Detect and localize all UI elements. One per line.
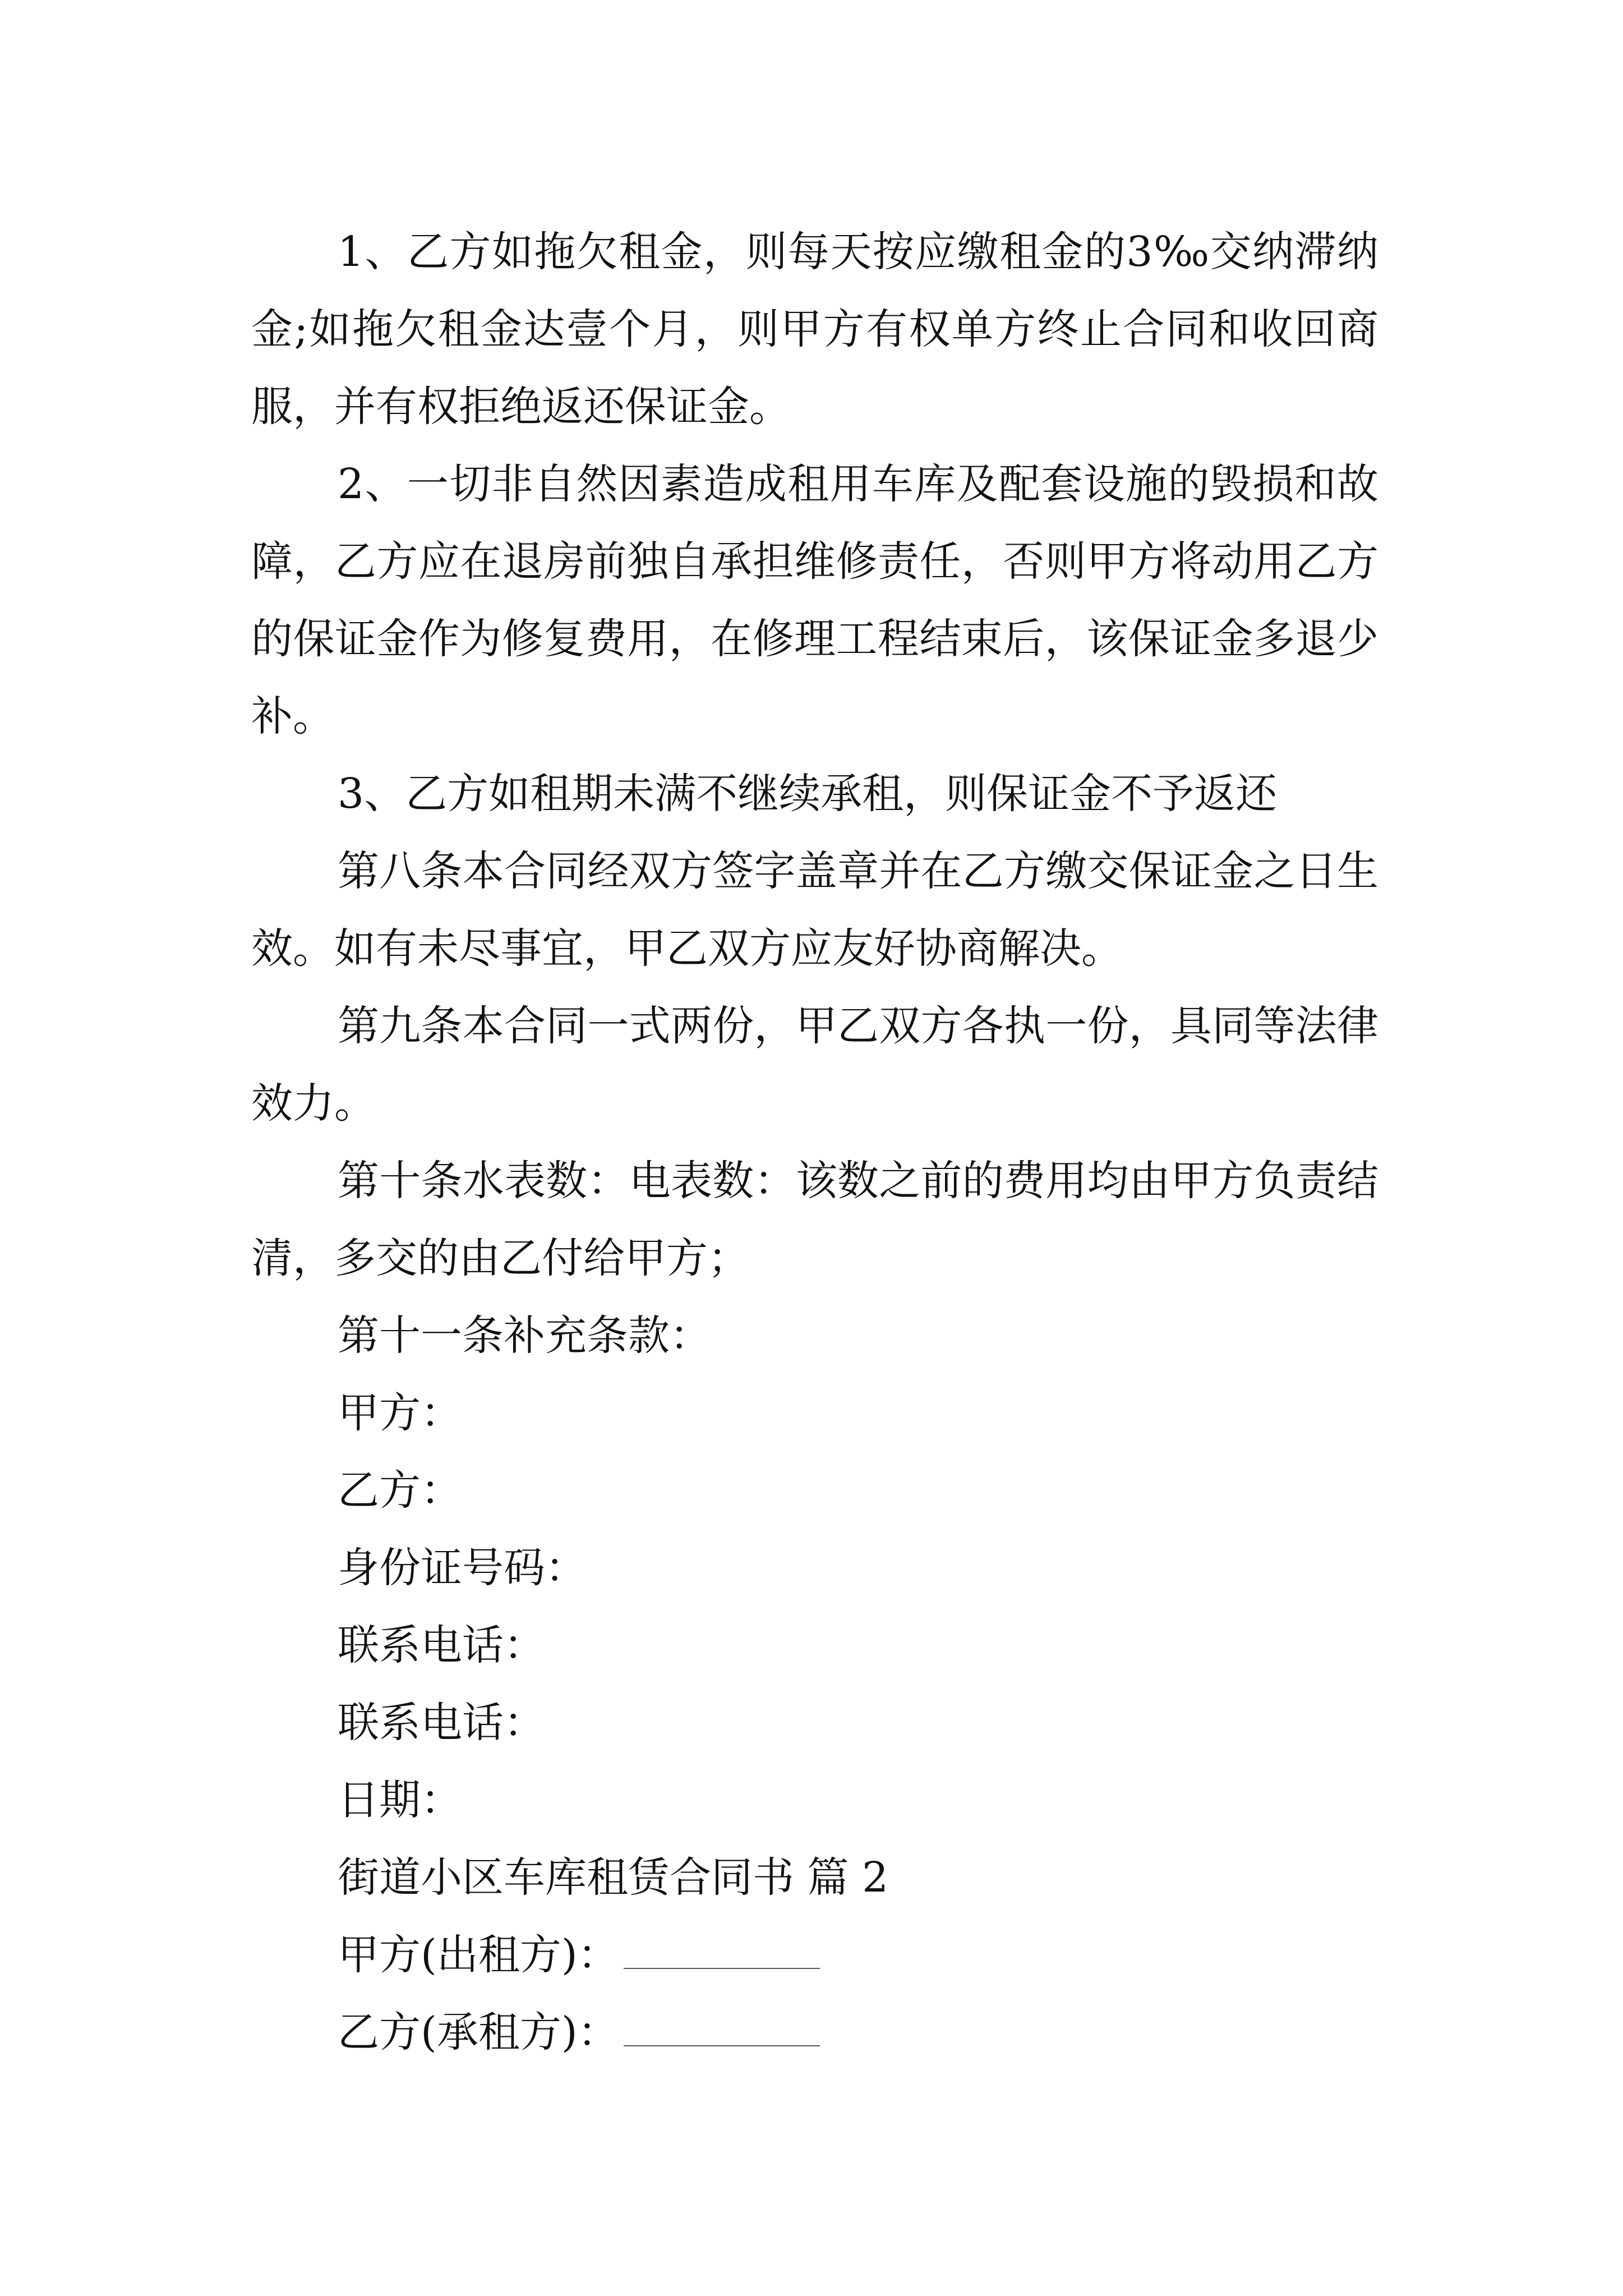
- lessor-line: [251, 1916, 1378, 1994]
- phone-label-1: 联系电话：: [338, 1621, 545, 1669]
- article-eight: 第八条本合同经双方签字盖章并在乙方缴交保证金之日生效。如有未尽事宜，甲乙双方应友好协商解决。: [251, 847, 1378, 973]
- lessee-line: [251, 1994, 1378, 2071]
- article-nine: 第九条本合同一式两份，甲乙双方各执一份，具同等法律效力。: [251, 1002, 1378, 1128]
- date-label: 日期：: [338, 1776, 462, 1824]
- clause-paragraph-1: 1、乙方如拖欠租金，则每天按应缴租金的3‰交纳滞纳金;如拖欠租金达壹个月，则甲方有权单方终止合同和收回商服，并有权拒绝返还保证金。: [251, 228, 1378, 431]
- party-b-label: 乙方：: [338, 1466, 462, 1515]
- party-a-label: 甲方：: [338, 1389, 462, 1437]
- lessee-label: 乙方(承租方)：: [338, 2008, 619, 2056]
- phone-label-2: 联系电话：: [338, 1699, 545, 1747]
- clause-paragraph-3: 3、乙方如租期未满不继续承租，则保证金不予返还: [338, 770, 1278, 818]
- section-title: 街道小区车库租赁合同书 篇 2: [338, 1853, 889, 1902]
- article-eleven: 第十一条补充条款：: [338, 1312, 711, 1360]
- document-page: [251, 213, 1378, 2071]
- article-ten: 第十条水表数：电表数：该数之前的费用均由甲方负责结清，多交的由乙付给甲方；: [251, 1157, 1378, 1282]
- clause-paragraph-2: 2、一切非自然因素造成租用车库及配套设施的毁损和故障，乙方应在退房前独自承担维修责任，否则甲方将动用乙方的保证金作为修复费用，在修理工程结束后，该保证金多退少补。: [251, 460, 1378, 740]
- lessee-blank: [624, 2045, 820, 2046]
- id-number-label: 身份证号码：: [338, 1544, 587, 1592]
- lessor-blank: [624, 1967, 820, 1969]
- lessor-label: 甲方(出租方)：: [338, 1931, 619, 1979]
